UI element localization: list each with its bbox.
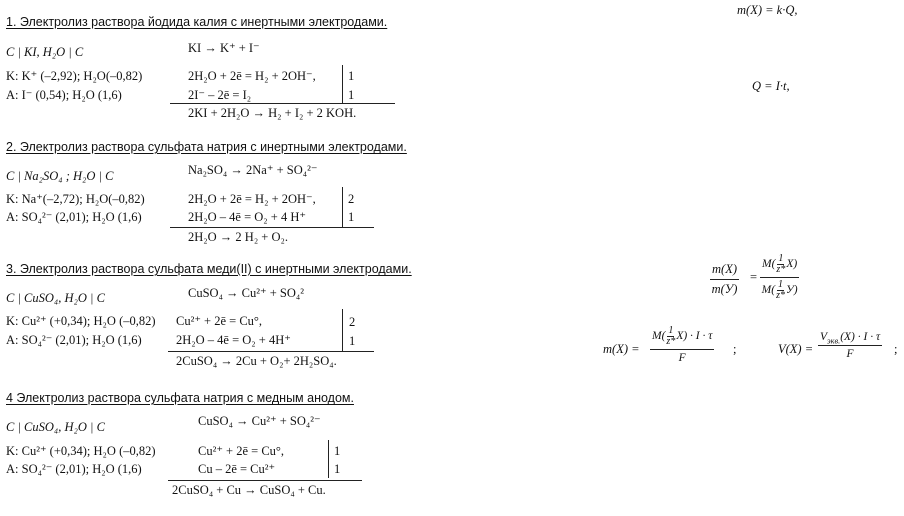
section-1-overall: 2KI + 2H₂O → H₂ + I₂ + 2 KOH. bbox=[188, 106, 357, 120]
section-3-coef-anode: 1 bbox=[349, 334, 356, 348]
section-4-half-anode: Cu – 2ē = Cu²⁺ bbox=[198, 462, 276, 476]
section-3-title: 3. Электролиз раствора сульфата меди(II) с инертными электродами. bbox=[6, 262, 412, 276]
section-3-sum-line bbox=[168, 351, 374, 352]
section-3-dissociation: CuSO₄ → Cu²⁺ + SO₄² bbox=[188, 286, 304, 300]
section-3-cathode: K: Cu²⁺ (+0,34); H₂O (–0,82) bbox=[6, 314, 156, 328]
section-4-anode: A: SO₄²⁻ (2,01); H₂O (1,6) bbox=[6, 462, 142, 476]
section-3-coef-cathode: 2 bbox=[349, 315, 356, 329]
formula-volume-fraction bbox=[818, 331, 882, 360]
formula-charge: Q = I·t, bbox=[752, 79, 790, 93]
formula-mass-ratio-rhs bbox=[760, 254, 799, 301]
mass-denominator: F bbox=[678, 352, 686, 364]
section-1-dissociation: KI → K⁺ + I⁻ bbox=[188, 41, 260, 55]
section-4-title: 4 Электролиз раствора сульфата натрия с медным анодом. bbox=[6, 391, 354, 405]
section-2-dissociation: Na₂SO₄ → 2Na⁺ + SO₄²⁻ bbox=[188, 163, 318, 177]
section-3-scheme: C | CuSO₄, H₂O | C bbox=[6, 291, 105, 305]
section-4-coef-cathode: 1 bbox=[334, 444, 341, 458]
section-2-balance-line bbox=[342, 187, 343, 227]
section-2-sum-line bbox=[170, 227, 374, 228]
mass-numerator: M( $\frac{1}{z*}$ X) · I · τ bbox=[650, 326, 714, 350]
section-2-title: 2. Электролиз раствора сульфата натрия с инертными электродами. bbox=[6, 140, 407, 154]
section-4-half-cathode: Cu²⁺ + 2ē = Cu°, bbox=[198, 444, 285, 458]
section-1-title: 1. Электролиз раствора йодида калия с инертными электродами. bbox=[6, 15, 388, 29]
section-3-half-cathode: Cu²⁺ + 2ē = Cu°, bbox=[176, 314, 263, 328]
formula-volume-end: ; bbox=[894, 342, 898, 356]
formula-volume-lhs: V(X) = bbox=[778, 342, 814, 356]
formula-mass-sep: ; bbox=[733, 342, 737, 356]
section-1-anode: A: I⁻ (0,54); H₂O (1,6) bbox=[6, 88, 122, 102]
ratio-equals: = bbox=[750, 270, 758, 284]
volume-numerator: $V_{экв.}(X) \cdot I \cdot \tau$ bbox=[820, 331, 881, 346]
section-1-half-anode: 2I⁻ – 2ē = I₂ bbox=[188, 88, 252, 102]
section-3-anode: A: SO₄²⁻ (2,01); H₂O (1,6) bbox=[6, 333, 142, 347]
formula-mass-ratio-lhs bbox=[710, 262, 739, 297]
section-1-scheme: C | KI, H₂O | C bbox=[6, 45, 84, 59]
volume-denominator: F bbox=[846, 348, 854, 360]
section-1-cathode: K: K⁺ (–2,92); H₂O(–0,82) bbox=[6, 69, 143, 83]
formula-mass-charge: m(X) = k·Q, bbox=[737, 3, 798, 17]
section-4-sum-line bbox=[168, 480, 362, 481]
section-3-balance-line bbox=[342, 309, 343, 351]
formula-mass-fraction bbox=[650, 326, 714, 364]
section-2-half-anode: 2H₂O – 4ē = O₂ + 4 H⁺ bbox=[188, 210, 306, 224]
section-1-coef-cathode: 1 bbox=[348, 69, 355, 83]
section-4-cathode: K: Cu²⁺ (+0,34); H₂O (–0,82) bbox=[6, 444, 156, 458]
section-1-coef-anode: 1 bbox=[348, 88, 355, 102]
section-2-overall: 2H₂O → 2 H₂ + O₂. bbox=[188, 230, 288, 244]
section-2-cathode: K: Na⁺(–2,72); H₂O(–0,82) bbox=[6, 192, 145, 206]
section-2-coef-cathode: 2 bbox=[348, 192, 355, 206]
ratio-rhs-num: M( $\frac{1}{z*}$ X) bbox=[760, 254, 799, 278]
section-2-coef-anode: 1 bbox=[348, 210, 355, 224]
section-3-half-anode: 2H₂O – 4ē = O₂ + 4H⁺ bbox=[176, 333, 291, 347]
section-4-coef-anode: 1 bbox=[334, 462, 341, 476]
section-2-half-cathode: 2H₂O + 2ē = H₂ + 2OH⁻, bbox=[188, 192, 316, 206]
section-2-scheme: C | Na₂SO₄ ; H₂O | C bbox=[6, 169, 114, 183]
ratio-lhs-den: m(У) bbox=[711, 282, 738, 296]
ratio-lhs-num: m(X) bbox=[710, 262, 739, 280]
section-1-half-cathode: 2H₂O + 2ē = H₂ + 2OH⁻, bbox=[188, 69, 316, 83]
section-3-overall: 2CuSO₄ → 2Cu + O₂+ 2H₂SO₄. bbox=[176, 354, 337, 368]
ratio-rhs-den: M( $\frac{1}{z*}$ У) bbox=[761, 279, 798, 301]
section-4-balance-line bbox=[328, 440, 329, 478]
formula-mass-lhs: m(X) = bbox=[603, 342, 640, 356]
section-4-scheme: C | CuSO₄, H₂O | C bbox=[6, 420, 105, 434]
section-1-balance-line bbox=[342, 65, 343, 103]
section-4-overall: 2CuSO₄ + Cu → CuSO₄ + Cu. bbox=[172, 483, 326, 497]
section-1-sum-line bbox=[170, 103, 395, 104]
section-2-anode: A: SO₄²⁻ (2,01); H₂O (1,6) bbox=[6, 210, 142, 224]
section-4-dissociation: CuSO₄ → Cu²⁺ + SO₄²⁻ bbox=[198, 414, 321, 428]
